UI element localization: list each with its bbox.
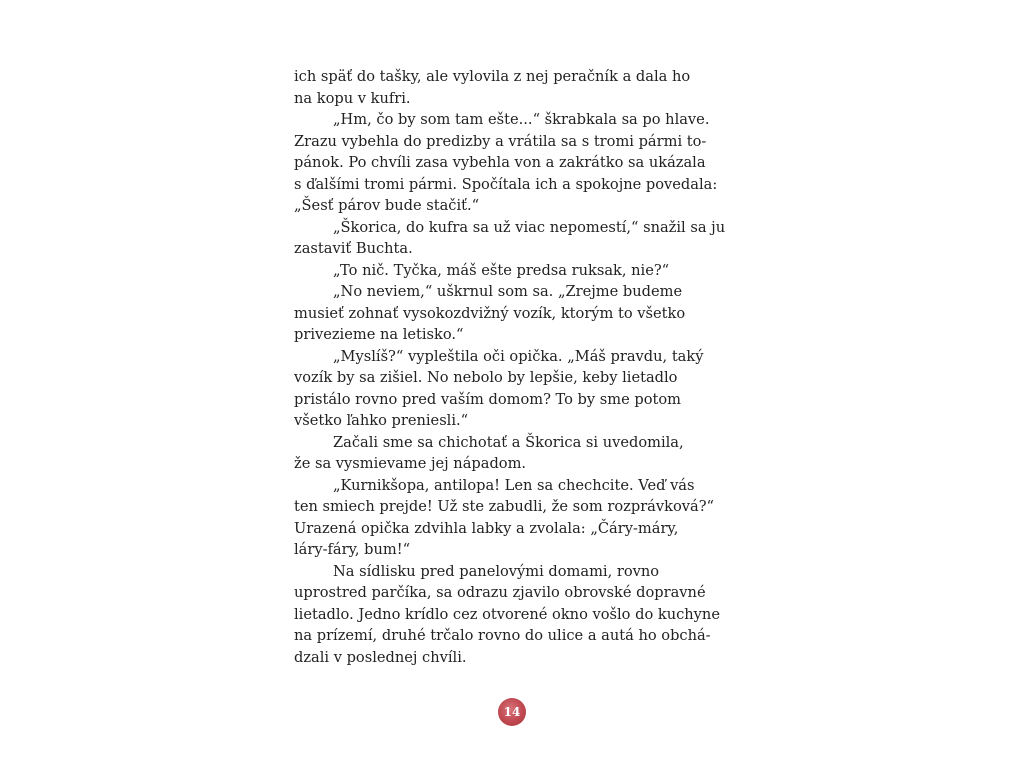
- text-line: Začali sme sa chichotať a Škorica si uvedomila,: [333, 433, 684, 451]
- text-line: Na sídlisku pred panelovými domami, rovno: [333, 562, 660, 580]
- text-line: dzali v poslednej chvíli.: [294, 648, 467, 666]
- text-line: uprostred parčíka, sa odrazu zjavilo obrovské dopravné: [294, 584, 706, 601]
- text-line: „Kurnikšopa, antilopa! Len sa chechcite. Veď vás: [333, 476, 695, 494]
- text-line: musieť zohnať vysokozdvižný vozík, ktorým to všetko: [294, 304, 686, 322]
- text-line: lietadlo. Jedno krídlo cez otvorené okno vošlo do kuchyne: [294, 605, 720, 623]
- text-line: privezieme na letisko.“: [294, 326, 464, 343]
- text-line: pristálo rovno pred vaším domom? To by sme potom: [294, 390, 682, 408]
- text-line: „Škorica, do kufra sa už viac nepomestí,“ snažil sa ju: [333, 218, 726, 236]
- text-line: „No neviem,“ uškrnul som sa. „Zrejme budeme: [333, 283, 683, 300]
- text-line: „Šesť párov bude stačiť.“: [294, 197, 480, 214]
- text-line: ich späť do tašky, ale vylovila z nej peračník a dala ho: [294, 68, 691, 85]
- text-line: zastaviť Buchta.: [294, 240, 413, 257]
- page-number-badge: 14: [498, 698, 526, 726]
- text-line: „Hm, čo by som tam ešte...“ škrabkala sa po hlave.: [333, 111, 710, 128]
- text-line: s ďalšími tromi pármi. Spočítala ich a spokojne povedala:: [294, 175, 718, 193]
- text-line: všetko ľahko preniesli.“: [294, 412, 469, 429]
- text-line: na kopu v kufri.: [294, 89, 411, 107]
- text-line: ten smiech prejde! Už ste zabudli, že som rozprávková?“: [294, 498, 714, 515]
- text-line: Zrazu vybehla do predizby a vrátila sa s tromi pármi to-: [294, 132, 707, 150]
- page-text: [294, 66, 734, 668]
- text-line: že sa vysmievame jej nápadom.: [294, 455, 527, 472]
- text-line: „To nič. Tyčka, máš ešte predsa ruksak, nie?“: [333, 261, 670, 279]
- text-line: pánok. Po chvíli zasa vybehla von a zakrátko sa ukázala: [294, 154, 706, 171]
- text-line: na prízemí, druhé trčalo rovno do ulice a autá ho obchá-: [294, 627, 711, 644]
- text-line: láry-fáry, bum!“: [294, 541, 411, 558]
- text-line: vozík by sa zišiel. No nebolo by lepšie, keby lietadlo: [294, 369, 678, 386]
- text-line: „Myslíš?“ vypleštila oči opička. „Máš pravdu, taký: [333, 347, 704, 365]
- text-line: Urazená opička zdvihla labky a zvolala: „Čáry-máry,: [294, 519, 679, 537]
